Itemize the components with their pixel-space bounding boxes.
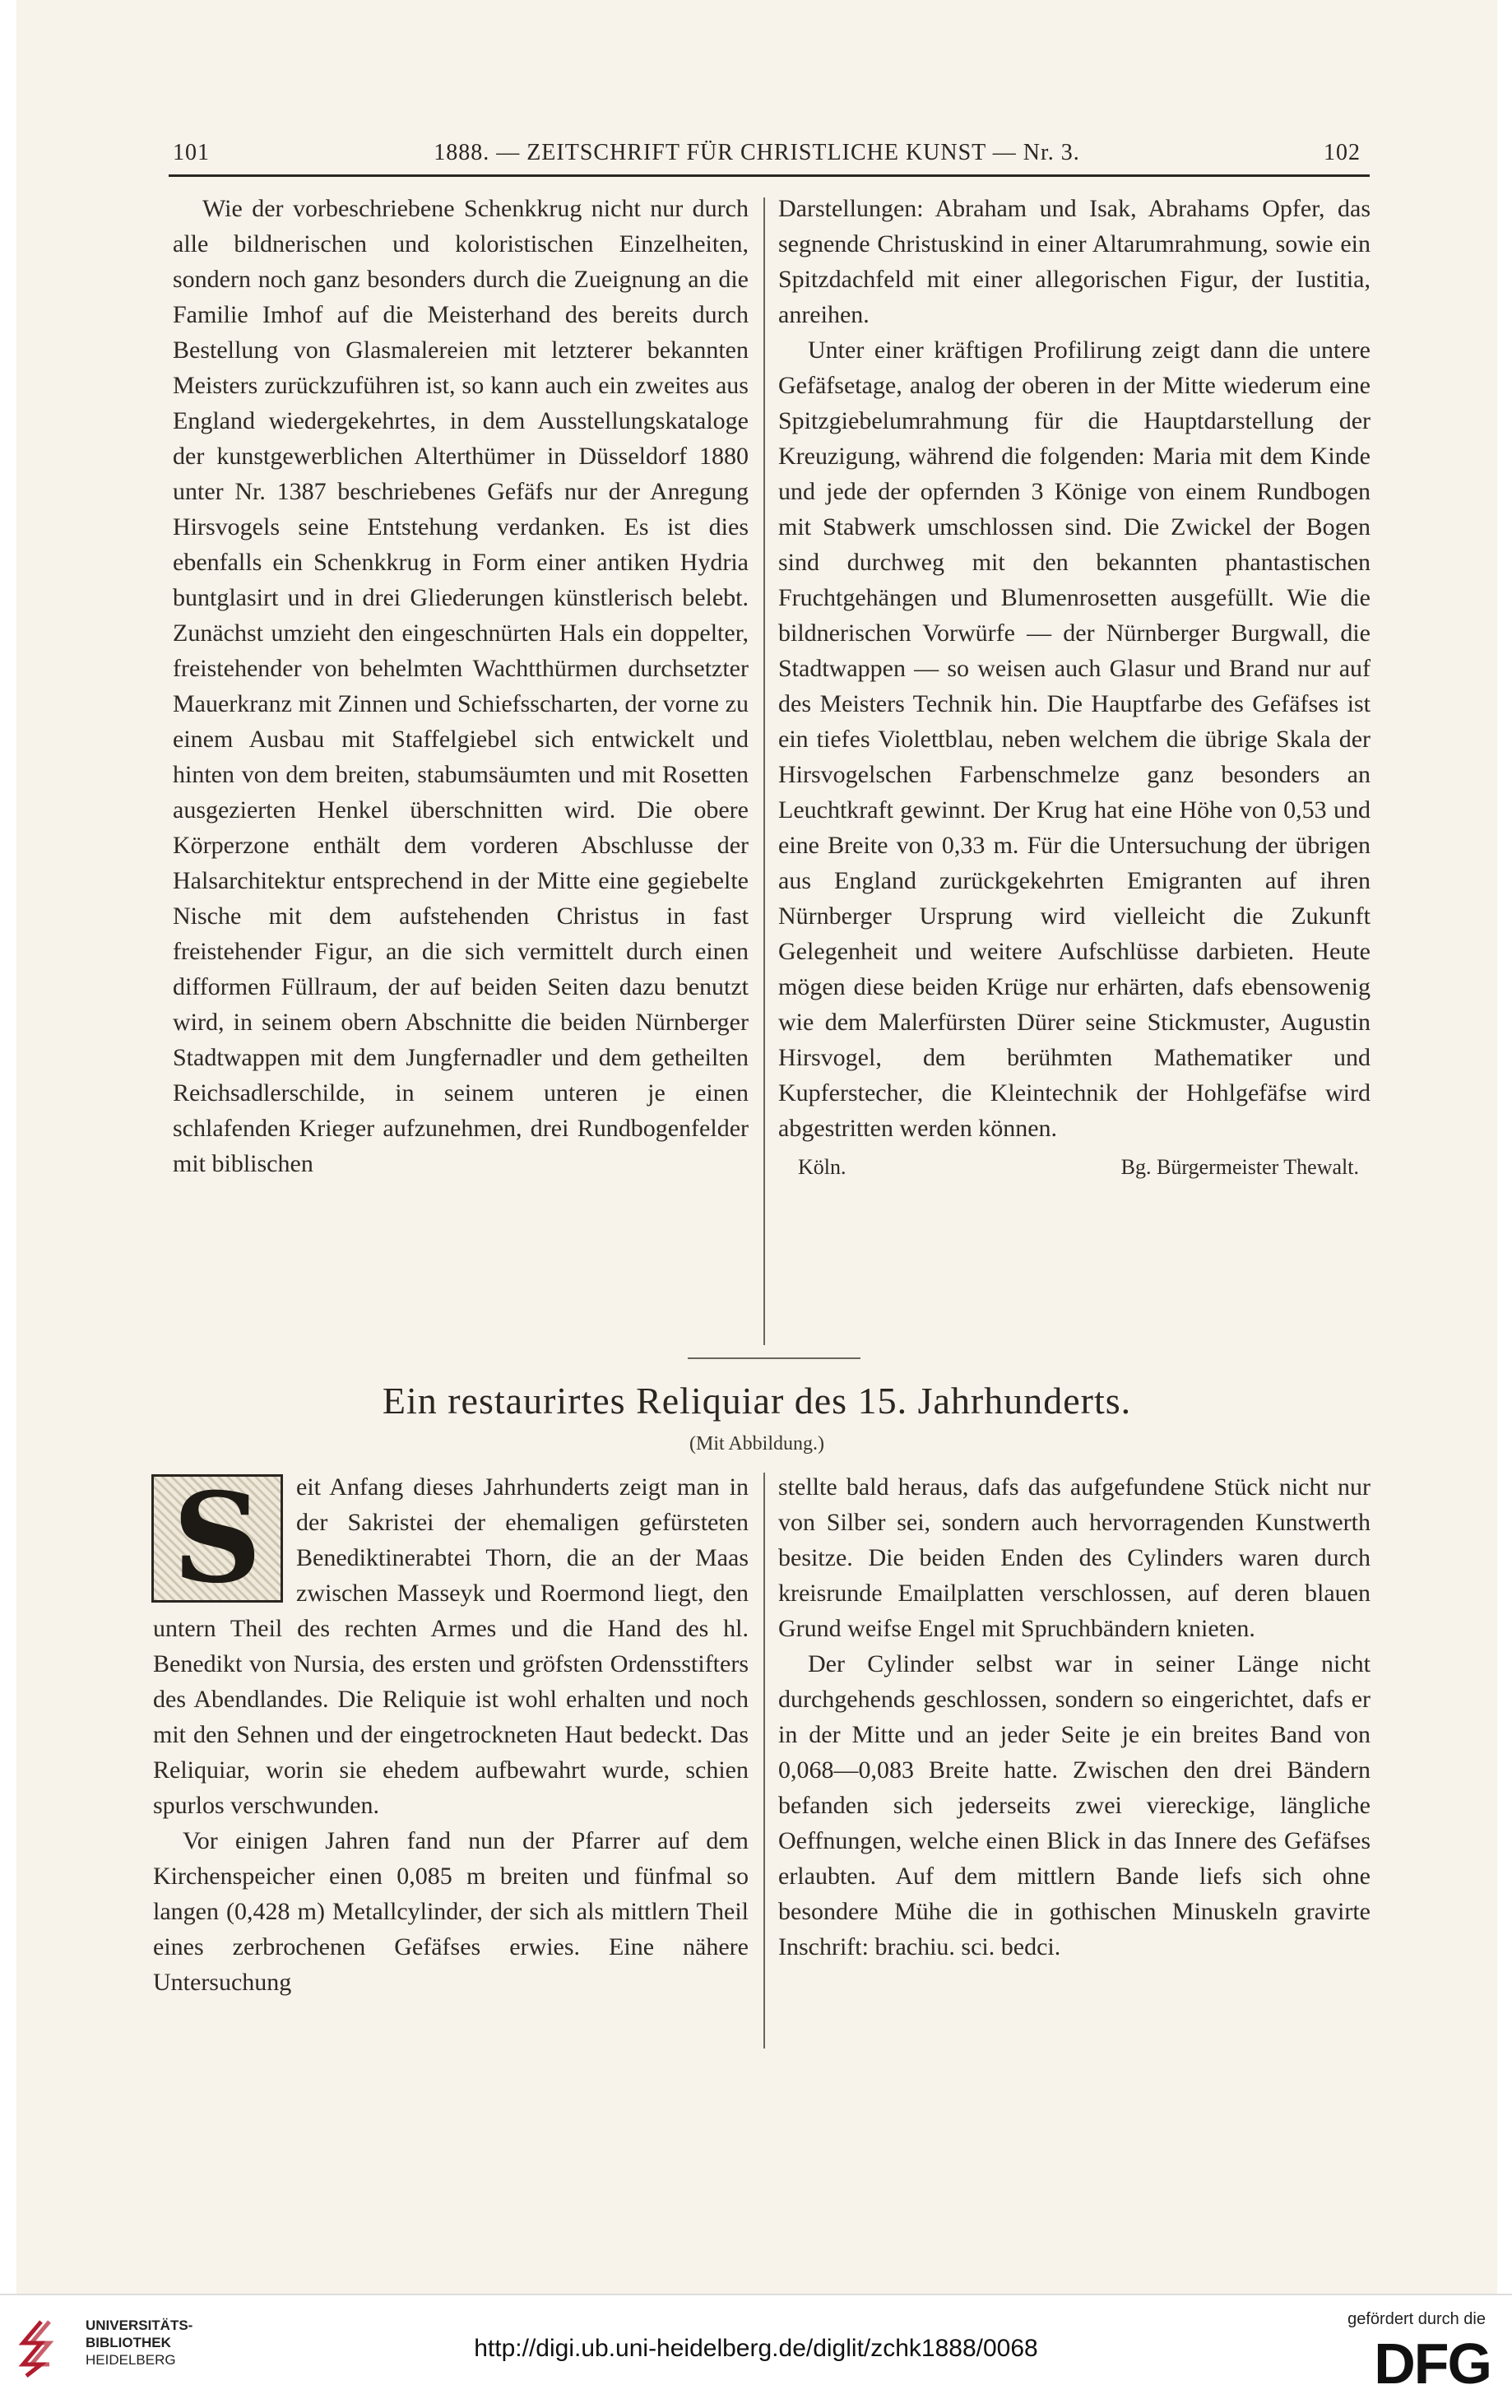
article-subtitle: (Mit Abbildung.) [689, 1433, 824, 1455]
paragraph: eit Anfang dieses Jahrhunderts zeigt man in der Sakristei der ehemaligen gefürsteten Benediktinerabtei Thorn, die an der Maas zwischen Masseyk und Roermond liegt, den untern Theil des rechten Armes und die Hand des hl. Benedikt von Nursia, des ersten und gröfsten Ordensstifters des Abendlandes. Die Reliquie ist wohl erhalten und noch mit den Sehnen und der eingetrockneten Haut bedeckt. Das Reliquiar, worin sie ehedem aufbewahrt wurde, schien spurlos verschwunden. [153, 1473, 749, 1819]
dfg-logo: DFG [1374, 2331, 1491, 2396]
funding-label: gefördert durch die [1347, 2310, 1486, 2328]
article1-left-column [173, 191, 749, 1181]
article-separator [688, 1357, 860, 1359]
column-rule [763, 1473, 765, 2048]
column-rule [763, 197, 765, 1345]
document-url-link[interactable]: http://digi.ub.uni-heidelberg.de/diglit/zchk1888/0068 [474, 2335, 1038, 2362]
paragraph: stellte bald heraus, dafs das aufgefundene Stück nicht nur von Silber sei, sondern auch hervorragenden Kunstwerth besitze. Die beiden Enden des Cylinders waren durch kreisrunde Emailplatten verschlossen, auf deren blauen Grund weifse Engel mit Spruchbändern knieten. [778, 1473, 1371, 1642]
page-number-left: 101 [173, 140, 210, 165]
paragraph: Vor einigen Jahren fand nun der Pfarrer auf dem Kirchenspeicher einen 0,085 m breiten und fünfmal so langen (0,428 m) Metallcylinder, der sich als mittlern Theil eines zerbrochenen Gefäfses erwies. Eine nähere Untersuchung [153, 1827, 749, 1996]
document-page [16, 0, 1497, 2294]
running-header: 1888. — ZEITSCHRIFT FÜR CHRISTLICHE KUNST — Nr. 3. [434, 140, 1080, 165]
signature [778, 1149, 1371, 1185]
header-rule [169, 174, 1370, 177]
article2-left-column [153, 1466, 749, 2000]
paragraph: Wie der vorbeschriebene Schenkkrug nicht nur durch alle bildnerischen und koloristischen Einzelheiten, sondern noch ganz besonders durch die Zueignung an die Familie Imhof auf die Meisterhand des bereits durch Bestellung von Glasmalereien mit letzterer bekannten Meisters zurückzuführen ist, so kann auch ein zweites aus England wiedergekehrtes, in dem Ausstellungskataloge der kunstgewerblichen Alterthümer in Düsseldorf 1880 unter Nr. 1387 beschriebenes Gefäfs nur der Anregung Hirsvogels seine Entstehung verdanken. Es ist dies ebenfalls ein Schenkkrug in Form einer antiken Hydria buntglasirt und in drei Gliederungen künstlerisch belebt. Zunächst umzieht den eingeschnürten Hals ein doppelter, freistehender von behelmten Wachtthürmen durchsetzter Mauerkranz mit Zinnen und Schiefsscharten, der vorne zu einem Ausbau mit Staffelgiebel sich entwickelt und hinten von dem breiten, stabumsäumten und mit Rosetten ausgezierten Henkel überschnitten wird. Die obere Körperzone enthält dem vorderen Abschlusse der Halsarchitektur entsprechend in der Mitte eine gegiebelte Nische mit dem aufstehenden Christus in fast freistehender Figur, an die sich vermittelt durch einen difformen Füllraum, der auf beiden Seiten dazu benutzt wird, in seinem obern Abschnitte die beiden Nürnberger Stadtwappen mit dem Jungfernadler und dem getheilten Reichsadlerschilde, in seinem unteren je einen schlafenden Krieger aufzunehmen, drei Rundbogenfelder mit biblischen [173, 195, 749, 1177]
signature-name: Bg. Bürgermeister Thewalt. [1120, 1155, 1359, 1179]
page-number-right: 102 [1324, 140, 1361, 165]
paragraph: Darstellungen: Abraham und Isak, Abrahams Opfer, das segnende Christuskind in einer Altarumrahmung, sowie ein Spitzdachfeld mit einer allegorischen Figur, der Iustitia, anreihen. [778, 195, 1371, 328]
signature-place: Köln. [798, 1155, 846, 1179]
library-name: UNIVERSITÄTS- BIBLIOTHEK HEIDELBERG [86, 2318, 193, 2368]
paragraph: Der Cylinder selbst war in seiner Länge nicht durchgehends geschlossen, sondern so eingerichtet, dafs er in der Mitte und an jeder Seite je ein breites Band von 0,068—0,083 Breite hatte. Zwischen den drei Bändern befanden sich jederseits zwei viereckige, längliche Oeffnungen, welche einen Blick in das Innere des Gefäfses erlaubten. Auf dem mittlern Bande liefs sich ohne besondere Mühe die in gothischen Minuskeln gravirte Inschrift: brachiu. sci. bedci. [778, 1650, 1371, 1960]
article2-right-column [778, 1469, 1371, 1965]
paragraph: Unter einer kräftigen Profilirung zeigt dann die untere Gefäfsetage, analog der oberen in der Mitte wiederum eine Spitzgiebelumrahmung für die Hauptdarstellung der Kreuzigung, während die folgenden: Maria mit dem Kinde und jede der opfernden 3 Könige von einem Rundbogen mit Stabwerk umschlossen sind. Die Zwickel der Bogen sind durchweg mit den bekannten phantastischen Fruchtgehängen und Blumenrosetten ausgefüllt. Wie die bildnerischen Vorwürfe — der Nürnberger Burgwall, die Stadtwappen — so weisen auch Glasur und Brand nur auf des Meisters Technik hin. Die Hauptfarbe des Gefäfses ist ein tiefes Violettblau, neben welchem die übrige Skala der Hirsvogelschen Farbenschmelze ganz besonders an Leuchtkraft gewinnt. Der Krug hat eine Höhe von 0,53 und eine Breite von 0,33 m. Für die Untersuchung der übrigen aus England zurückgekehrten Emigranten auf ihren Nürnberger Ursprung wird vielleicht die Zukunft Gelegenheit und weitere Aufschlüsse darbieten. Heute mögen diese beiden Krüge nur erhärten, dafs ebensowenig wie dem Malerfürsten Dürer seine Stickmuster, Augustin Hirsvogel, dem berühmten Mathematiker und Kupferstecher, die Kleintechnik der Hohlgefäfse wird abgestritten werden können. [778, 336, 1371, 1142]
article1-right-column [778, 191, 1371, 1185]
dropcap-initial: S [151, 1474, 283, 1603]
article-title: Ein restaurirtes Reliquiar des 15. Jahrhunderts. [382, 1380, 1132, 1422]
